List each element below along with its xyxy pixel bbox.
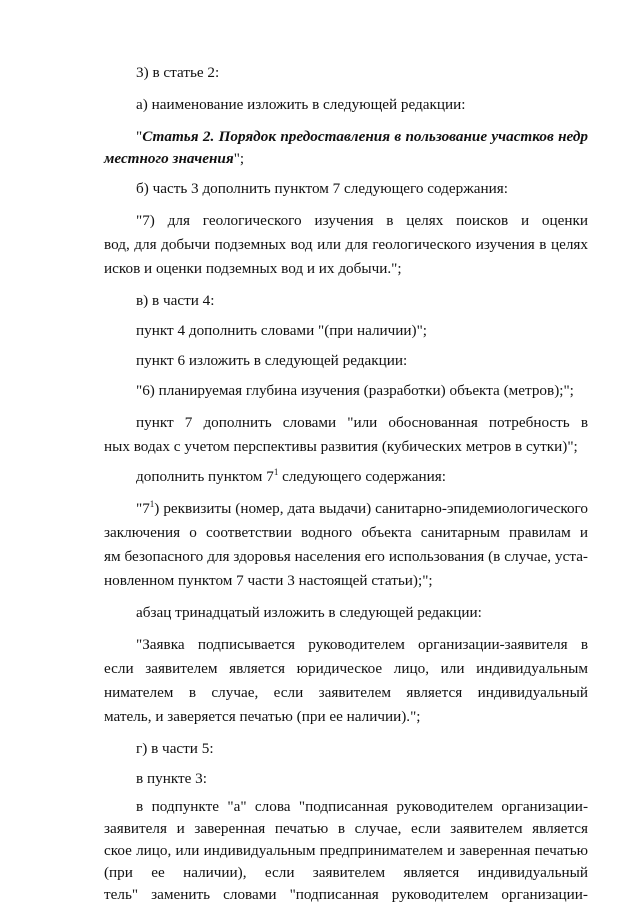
article-title: Статья 2. Порядок предоставления в пользование участков недр	[142, 128, 588, 145]
article-title-end: местного значения	[104, 150, 234, 167]
text-fragment: следующего содержания:	[278, 468, 446, 485]
text-line: в) в части 4:	[136, 292, 215, 309]
text-line: а) наименование изложить в следующей редакции:	[136, 96, 466, 113]
text-fragment: ) реквизиты (номер, дата выдачи) санитарно-эпидемиологического	[154, 500, 588, 517]
text-line: ское лицо, или индивидуальным предпринимателем и заверенная печатью	[104, 842, 588, 859]
text-line: 3) в статье 2:	[136, 64, 220, 81]
superscript: 1	[149, 500, 155, 509]
text-line	[136, 500, 588, 518]
text-line: ям безопасного для здоровья населения его использования (в случае, уста-	[104, 548, 588, 565]
text-fragment: дополнить пунктом 7	[136, 468, 274, 485]
text-line: тель" заменить словами "подписанная руководителем организации-	[104, 886, 588, 903]
text-line: "6) планируемая глубина изучения (разработки) объекта (метров);";	[136, 382, 574, 399]
text-line: матель, и заверяется печатью (при ее наличии).";	[104, 708, 421, 725]
text-line: "Заявка подписывается руководителем организации-заявителя в	[136, 636, 588, 653]
text-line	[136, 128, 588, 146]
text-line: заключения о соответствии водного объекта санитарным правилам и	[104, 524, 588, 541]
text-line: нимателем в случае, если заявителем является индивидуальный	[104, 684, 588, 701]
text-line: если заявителем является юридическое лицо, или индивидуальным	[104, 660, 588, 677]
text-line: вод, для добычи подземных вод или для геологического изучения в целях	[104, 236, 588, 253]
text-line: пункт 7 дополнить словами "или обоснованная потребность в	[136, 414, 588, 431]
text-line: б) часть 3 дополнить пунктом 7 следующего содержания:	[136, 180, 508, 197]
text-line: в подпункте "а" слова "подписанная руководителем организации-	[136, 798, 588, 815]
text-line: исков и оценки подземных вод и их добычи.";	[104, 260, 402, 277]
text-line	[136, 468, 588, 486]
text-line: пункт 6 изложить в следующей редакции:	[136, 352, 408, 369]
text-line: ных водах с учетом перспективы развития (кубических метров в сутки)";	[104, 438, 578, 455]
text-line: (при ее наличии), если заявителем является индивидуальный	[104, 864, 588, 881]
text-line: "7) для геологического изучения в целях поисков и оценки	[136, 212, 588, 229]
text-line: г) в части 5:	[136, 740, 214, 757]
quote-mark: ";	[233, 150, 245, 167]
text-line	[104, 150, 588, 168]
text-line: заявителя и заверенная печатью в случае, если заявителем является	[104, 820, 588, 837]
text-line: пункт 4 дополнить словами "(при наличии)";	[136, 322, 428, 339]
superscript: 1	[273, 467, 279, 477]
text-line: в пункте 3:	[136, 770, 207, 787]
text-line: новленном пунктом 7 части 3 настоящей статьи);";	[104, 572, 433, 589]
text-fragment: "7	[136, 500, 150, 517]
quote-mark: "	[136, 128, 143, 145]
text-line: абзац тринадцатый изложить в следующей редакции:	[136, 604, 482, 621]
